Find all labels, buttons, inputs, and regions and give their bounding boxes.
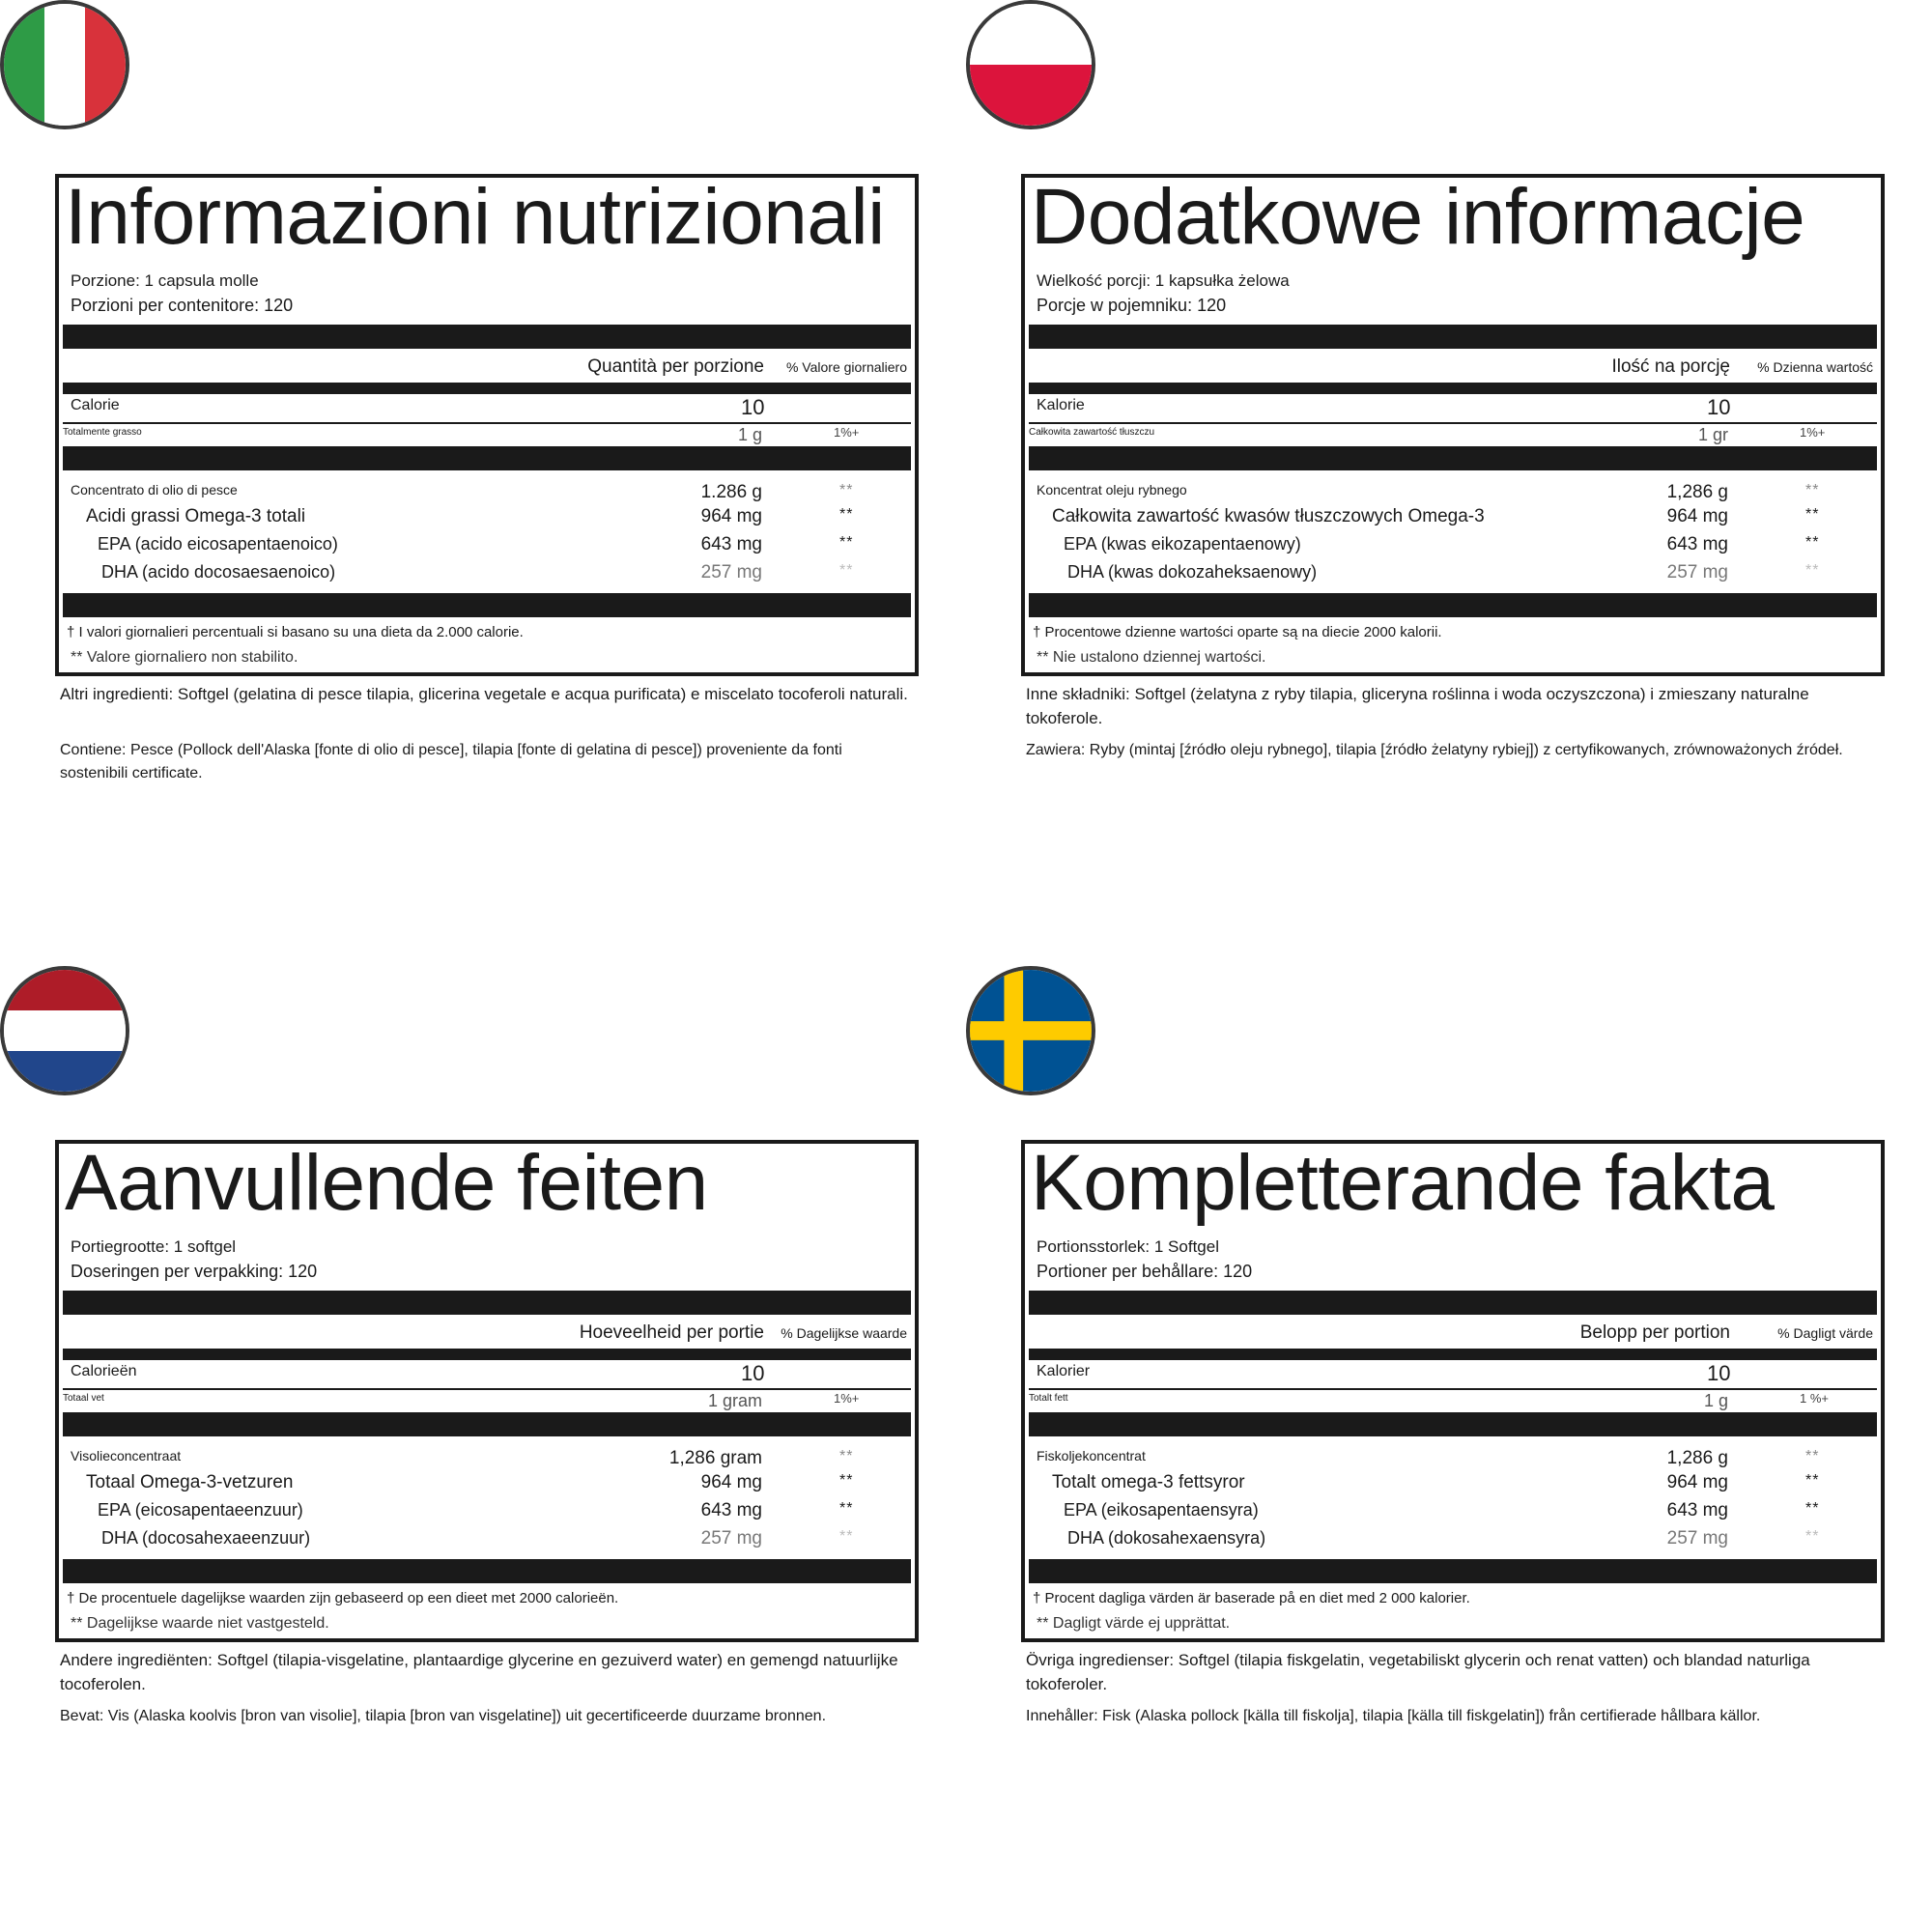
serving-size: Portiegrootte: 1 softgel — [71, 1237, 237, 1256]
row-value: 964 mg — [700, 1472, 762, 1492]
serving-size: Porzione: 1 capsula molle — [71, 271, 259, 290]
row-dv: ** — [1805, 1472, 1820, 1489]
row-value: 257 mg — [1666, 562, 1728, 582]
other-ingredients: Andere ingrediënten: Softgel (tilapia-visgelatine, plantaardige glycerine en gezuiverd water) en gemengd natuurlijke tocoferolen. — [60, 1651, 898, 1693]
divider-line — [1029, 422, 1877, 424]
calories-label: Calorieën — [71, 1363, 137, 1379]
row-dv: ** — [839, 534, 854, 551]
row-dv: ** — [839, 1500, 854, 1517]
header-daily-value: % Dzienna wartość — [1757, 359, 1873, 375]
row-label: EPA (kwas eikozapentaenowy) — [1064, 534, 1301, 554]
divider-bar — [63, 383, 911, 394]
total-fat-label: Totaal vet — [63, 1393, 104, 1404]
header-daily-value: % Valore giornaliero — [785, 359, 907, 375]
sweden-flag-icon — [966, 966, 1095, 1095]
total-fat-label: Całkowita zawartość tłuszczu — [1029, 427, 1155, 438]
row-value: 964 mg — [1666, 1472, 1728, 1492]
poland-flag-icon — [966, 0, 1095, 129]
row-value: 1,286 gram — [668, 1448, 762, 1468]
row-value: 257 mg — [700, 562, 762, 582]
row-label: Koncentrat oleju rybnego — [1037, 482, 1187, 497]
italy-flag-icon — [0, 0, 129, 129]
row-value: 257 mg — [1666, 1528, 1728, 1548]
row-label: Całkowita zawartość kwasów tłuszczowych Omega-3 — [1052, 506, 1485, 526]
divider-bar — [1029, 1559, 1877, 1583]
row-label: Totaal Omega-3-vetzuren — [86, 1472, 294, 1492]
row-value: 257 mg — [700, 1528, 762, 1548]
total-fat-value: 1 g — [1703, 1391, 1728, 1410]
calories-value: 10 — [1707, 1361, 1731, 1385]
divider-line — [63, 422, 911, 424]
divider-line — [63, 1388, 911, 1390]
calories-label: Calorie — [71, 397, 120, 413]
row-dv: ** — [839, 562, 854, 579]
panel-swedish — [966, 966, 1932, 1932]
total-fat-value: 1 gr — [1697, 425, 1728, 444]
row-label: Concentrato di olio di pesce — [71, 482, 238, 497]
serving-size: Portionsstorlek: 1 Softgel — [1037, 1237, 1219, 1256]
header-amount: Hoeveelheid per portie — [579, 1322, 764, 1343]
divider-bar — [1029, 446, 1877, 470]
row-label: DHA (kwas dokozaheksaenowy) — [1067, 562, 1318, 582]
divider-bar — [63, 1349, 911, 1360]
total-fat-dv: 1%+ — [834, 425, 860, 440]
facts-panel — [55, 174, 919, 676]
divider-bar — [1029, 593, 1877, 617]
serving-size: Wielkość porcji: 1 kapsułka żelowa — [1037, 271, 1290, 290]
row-label: EPA (acido eicosapentaenoico) — [98, 534, 338, 554]
row-value: 643 mg — [700, 1500, 762, 1520]
row-label: Totalt omega-3 fettsyror — [1052, 1472, 1245, 1492]
header-amount: Belopp per portion — [1579, 1322, 1730, 1343]
footnote-daily-value: † I valori giornalieri percentuali si basano su una dieta da 2.000 calorie. — [67, 624, 524, 640]
other-ingredients: Inne składniki: Softgel (żelatyna z ryby tilapia, gliceryna roślinna i woda oczyszczona) i zmieszany naturalne tokoferole. — [1026, 685, 1809, 727]
footnote-not-established: ** Nie ustalono dziennej wartości. — [1037, 649, 1266, 666]
row-value: 643 mg — [1666, 534, 1728, 554]
calories-value: 10 — [1707, 395, 1731, 419]
divider-bar — [63, 593, 911, 617]
row-label: DHA (docosahexaeenzuur) — [101, 1528, 311, 1548]
row-value: 1.286 g — [700, 482, 762, 502]
divider-bar — [1029, 325, 1877, 349]
divider-bar — [1029, 383, 1877, 394]
row-value: 643 mg — [1666, 1500, 1728, 1520]
total-fat-value: 1 gram — [707, 1391, 762, 1410]
row-label: Acidi grassi Omega-3 totali — [86, 506, 306, 526]
row-dv: ** — [839, 482, 854, 498]
header-daily-value: % Dagelijkse waarde — [781, 1325, 907, 1341]
row-label: EPA (eicosapentaeenzuur) — [98, 1500, 303, 1520]
servings-per-container: Portioner per behållare: 120 — [1037, 1262, 1253, 1281]
panel-polish — [966, 0, 1932, 966]
row-label: Fiskoljekoncentrat — [1037, 1448, 1146, 1463]
row-dv: ** — [1805, 1448, 1820, 1464]
allergen-contains: Contiene: Pesce (Pollock dell'Alaska [fonte di olio di pesce], tilapia [fonte di gelatina di pesce]) proveniente da fonti sostenibili certificate. — [60, 742, 842, 781]
divider-bar — [63, 1291, 911, 1315]
row-dv: ** — [1805, 562, 1820, 579]
divider-bar — [1029, 1349, 1877, 1360]
row-dv: ** — [1805, 534, 1820, 551]
other-ingredients: Altri ingredienti: Softgel (gelatina di pesce tilapia, glicerina vegetale e acqua purificata) e miscelato tocoferoli naturali. — [60, 685, 908, 703]
calories-value: 10 — [741, 395, 765, 419]
panel-title: Informazioni nutrizionali — [65, 173, 885, 261]
panel-title: Kompletterande fakta — [1031, 1139, 1775, 1227]
total-fat-label: Totalmente grasso — [63, 427, 142, 438]
header-daily-value: % Dagligt värde — [1777, 1325, 1873, 1341]
row-dv: ** — [839, 506, 854, 523]
row-dv: ** — [839, 1528, 854, 1545]
row-dv: ** — [1805, 1528, 1820, 1545]
calories-label: Kalorie — [1037, 397, 1085, 413]
divider-bar — [63, 1559, 911, 1583]
panel-title: Aanvullende feiten — [65, 1139, 708, 1227]
panel-italian — [0, 0, 966, 966]
total-fat-value: 1 g — [737, 425, 762, 444]
servings-per-container: Porcje w pojemniku: 120 — [1037, 296, 1227, 315]
divider-line — [1029, 1388, 1877, 1390]
footnote-daily-value: † De procentuele dagelijkse waarden zijn gebaseerd op een dieet met 2000 calorieën. — [67, 1590, 619, 1606]
footnote-not-established: ** Valore giornaliero non stabilito. — [71, 649, 298, 666]
netherlands-flag-icon — [0, 966, 129, 1095]
divider-bar — [63, 1412, 911, 1436]
divider-bar — [63, 446, 911, 470]
total-fat-label: Totalt fett — [1029, 1393, 1068, 1404]
allergen-contains: Bevat: Vis (Alaska koolvis [bron van visolie], tilapia [bron van visgelatine]) uit gecertificeerde duurzame bronnen. — [60, 1708, 827, 1724]
divider-bar — [1029, 1412, 1877, 1436]
calories-label: Kalorier — [1037, 1363, 1091, 1379]
total-fat-dv: 1%+ — [1800, 425, 1826, 440]
facts-panel — [1021, 174, 1885, 676]
row-label: EPA (eikosapentaensyra) — [1064, 1500, 1259, 1520]
facts-panel — [1021, 1140, 1885, 1642]
footnote-daily-value: † Procent dagliga värden är baserade på en diet med 2 000 kalorier. — [1033, 1590, 1470, 1606]
total-fat-dv: 1%+ — [834, 1391, 860, 1406]
servings-per-container: Porzioni per contenitore: 120 — [71, 296, 294, 315]
panel-title: Dodatkowe informacje — [1031, 173, 1805, 261]
row-dv: ** — [839, 1472, 854, 1489]
divider-bar — [1029, 1291, 1877, 1315]
row-dv: ** — [1805, 1500, 1820, 1517]
row-dv: ** — [1805, 506, 1820, 523]
row-label: DHA (dokosahexaensyra) — [1067, 1528, 1266, 1548]
servings-per-container: Doseringen per verpakking: 120 — [71, 1262, 318, 1281]
row-value: 1,286 g — [1666, 482, 1728, 502]
divider-bar — [63, 325, 911, 349]
header-amount: Ilość na porcję — [1611, 356, 1730, 377]
row-value: 1,286 g — [1666, 1448, 1728, 1468]
row-value: 964 mg — [700, 506, 762, 526]
row-dv: ** — [1805, 482, 1820, 498]
allergen-contains: Innehåller: Fisk (Alaska pollock [källa till fiskolja], tilapia [källa till fiskgelatin]) från certifierade hållbara källor. — [1026, 1708, 1761, 1724]
calories-value: 10 — [741, 1361, 765, 1385]
facts-panel — [55, 1140, 919, 1642]
row-dv: ** — [839, 1448, 854, 1464]
other-ingredients: Övriga ingredienser: Softgel (tilapia fiskgelatin, vegetabiliskt glycerin och renat vatten) och blandad naturliga tokoferoler. — [1026, 1651, 1810, 1693]
footnote-not-established: ** Dagligt värde ej upprättat. — [1037, 1615, 1231, 1632]
row-value: 964 mg — [1666, 506, 1728, 526]
panel-dutch — [0, 966, 966, 1932]
footnote-daily-value: † Procentowe dzienne wartości oparte są na diecie 2000 kalorii. — [1033, 624, 1442, 640]
footnote-not-established: ** Dagelijkse waarde niet vastgesteld. — [71, 1615, 329, 1632]
header-amount: Quantità per porzione — [587, 356, 764, 377]
allergen-contains: Zawiera: Ryby (mintaj [źródło oleju rybnego], tilapia [źródło żelatyny rybiej]) z certyfikowanych, zrównoważonych źródeł. — [1026, 742, 1843, 758]
row-value: 643 mg — [700, 534, 762, 554]
row-label: DHA (acido docosaesaenoico) — [101, 562, 336, 582]
row-label: Visolieconcentraat — [71, 1448, 182, 1463]
total-fat-dv: 1 %+ — [1800, 1391, 1829, 1406]
